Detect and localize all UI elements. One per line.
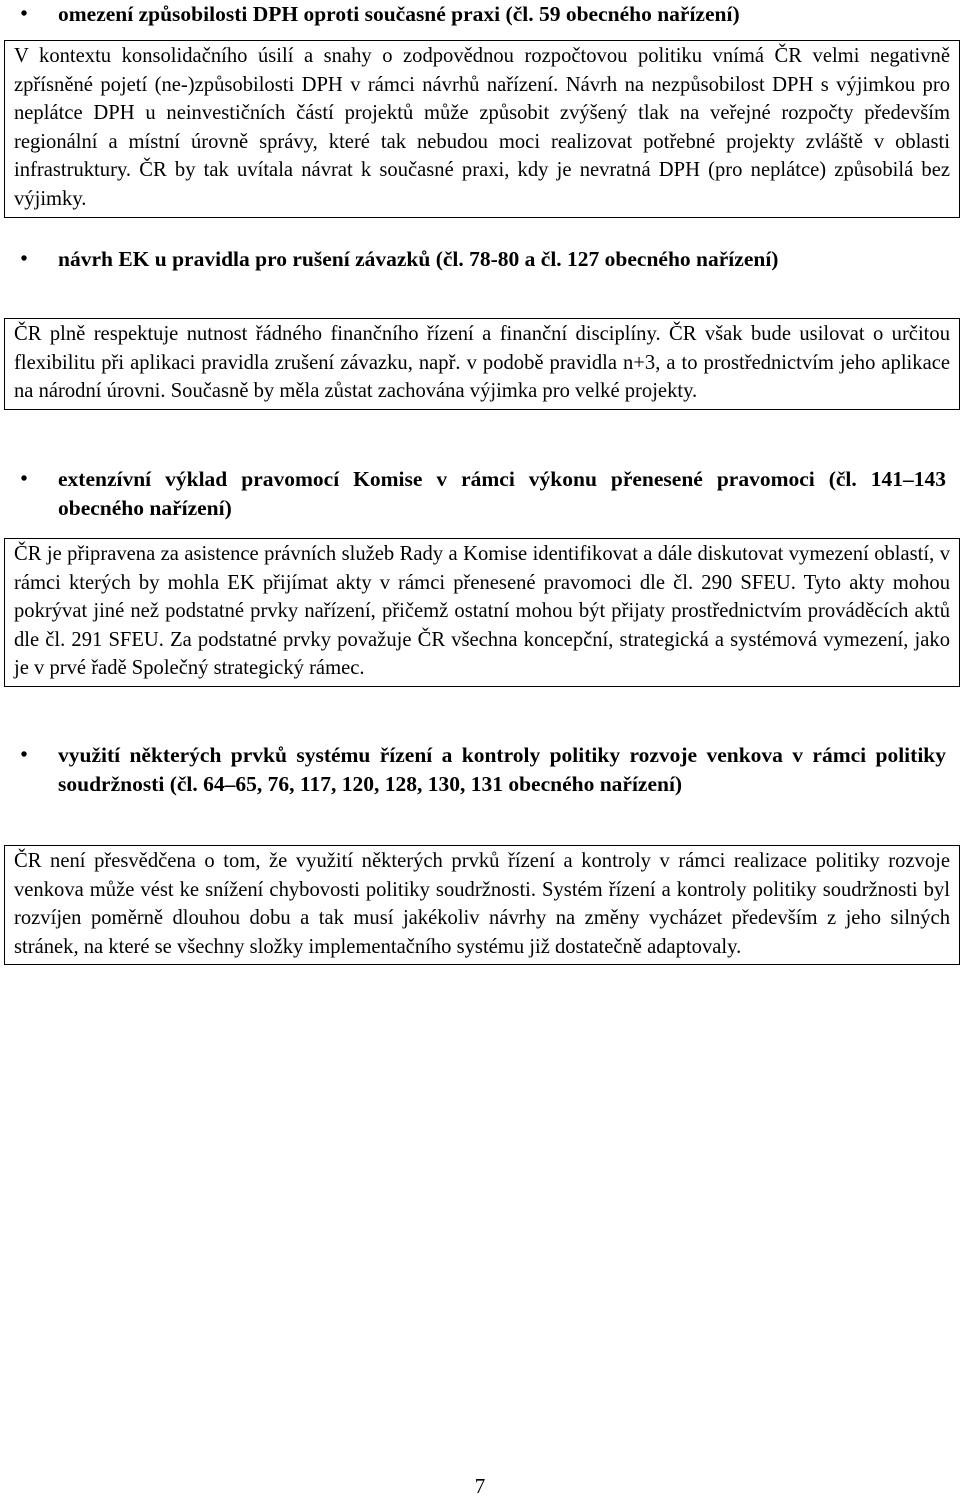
section-body-box-3 <box>4 538 960 687</box>
section-heading-text: návrh EK u pravidla pro rušení závazků (čl. 78-80 a čl. 127 obecného nařízení) <box>58 247 779 271</box>
section-body-text: ČR není přesvědčena o tom, že využití některých prvků řízení a kontroly v rámci realizace politiky rozvoje venkova může vést ke snížení chybovosti politiky soudržnosti. Systém řízení a kontroly politiky soudržnosti byl rozvíjen poměrně dlouhou dobu a tak musí jakékoliv návrhy na změny vycházet především z jeho silných stránek, na které se všechny složky implementačního systému již dostatečně adaptovaly. <box>14 850 950 958</box>
page-number: 7 <box>474 1474 486 1498</box>
bullet-icon: • <box>20 3 28 25</box>
section-body-box-1 <box>4 40 960 218</box>
section-heading-text: omezení způsobilosti DPH oproti současné praxi (čl. 59 obecného nařízení) <box>58 2 740 26</box>
bullet-icon: • <box>20 248 28 270</box>
bullet-icon: • <box>20 468 28 490</box>
section-heading-2 <box>14 245 946 274</box>
bullet-icon: • <box>20 744 28 766</box>
section-heading-1 <box>14 0 946 29</box>
section-body-box-2 <box>4 318 960 410</box>
section-body-text: ČR plně respektuje nutnost řádného finančního řízení a finanční disciplíny. ČR však bude usilovat o určitou flexibilitu při aplikaci pravidla zrušení závazku, např. v podobě pravidla n+3, a to prostřednictvím jeho aplikace na národní úrovni. Současně by měla zůstat zachována výjimka pro velké projekty. <box>14 323 950 403</box>
section-heading-3 <box>14 465 946 523</box>
section-body-text: ČR je připravena za asistence právních služeb Rady a Komise identifikovat a dále diskutovat vymezení oblastí, v rámci kterých by mohla EK přijímat akty v rámci přenesené pravomoci dle čl. 290 SFEU. Tyto akty mohou pokrývat jiné než podstatné prvky nařízení, přičemž ostatní mohou být přijaty prostřednictvím prováděcích aktů dle čl. 291 SFEU. Za podstatné prvky považuje ČR všechna koncepční, strategická a systémová vymezení, jako je v prvé řadě Společný strategický rámec. <box>14 543 950 680</box>
section-heading-4 <box>14 741 946 799</box>
section-body-text: V kontextu konsolidačního úsilí a snahy o zodpovědnou rozpočtovou politiku vnímá ČR velmi negativně zpřísněné pojetí (ne-)způsobilosti DPH v rámci návrhů nařízení. Návrh na nezpůsobilost DPH s výjimkou pro neplátce DPH u neinvestičních částí projektů může způsobit zvýšený tlak na veřejné rozpočty především regionální a místní úrovně správy, které tak nebudou moci realizovat potřebné projekty zvláště v oblasti infrastruktury. ČR by tak uvítala návrat k současné praxi, kdy je nevratná DPH (pro neplátce) způsobilá bez výjimky. <box>14 45 950 210</box>
section-body-box-4 <box>4 845 960 965</box>
section-heading-text: extenzívní výklad pravomocí Komise v rámci výkonu přenesené pravomoci (čl. 141–143 obecného nařízení) <box>58 467 946 520</box>
section-heading-text: využití některých prvků systému řízení a kontroly politiky rozvoje venkova v rámci politiky soudržnosti (čl. 64–65, 76, 117, 120, 128, 130, 131 obecného nařízení) <box>58 743 946 796</box>
